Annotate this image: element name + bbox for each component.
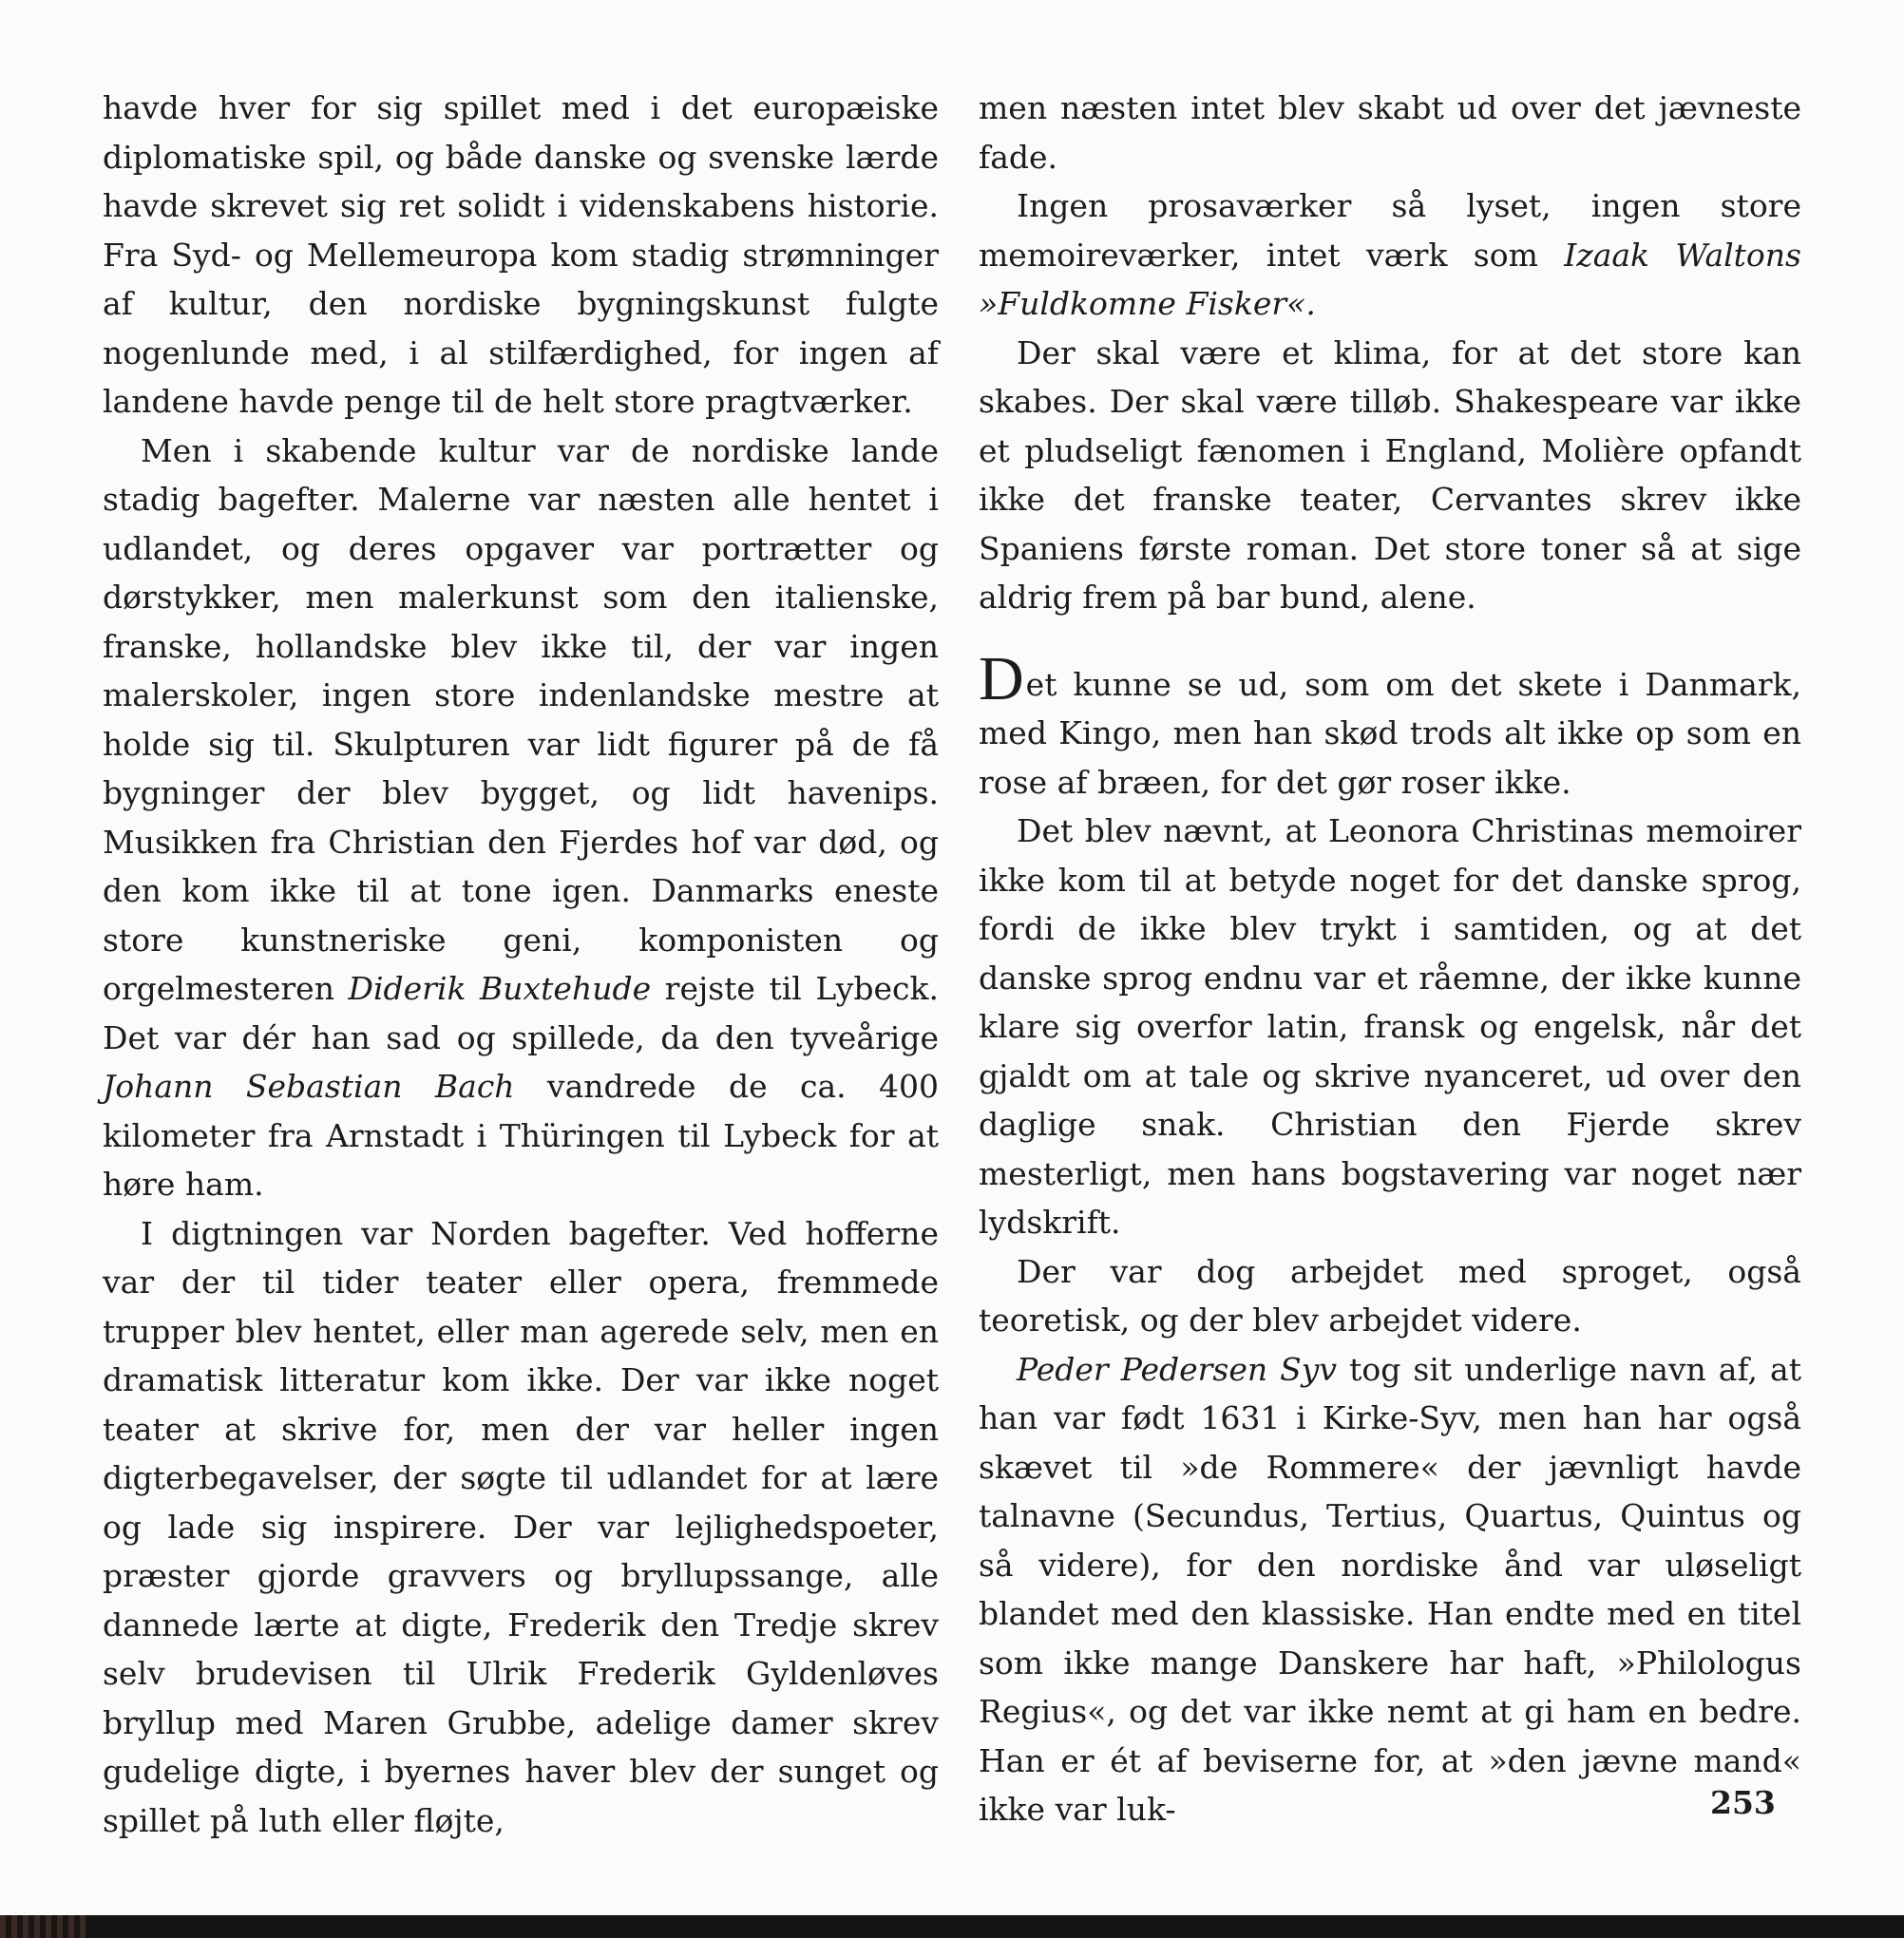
italic-name: Peder Pedersen Syv — [1017, 1350, 1338, 1388]
paragraph: Der skal være et klima, for at det store kan skabes. Der skal være tilløb. Shakespeare var ikke et pludseligt fænomen i England, Molière opfandt ikke det franske teater, Cervantes skrev ikke Spaniens første roman. Det store toner så at sige aldrig frem på bar bund, alene. — [979, 333, 1801, 616]
paragraph: Det blev nævnt, at Leonora Christinas memoirer ikke kom til at betyde noget for det danske sprog, fordi de ikke blev trykt i samtiden, og at det danske sprog endnu var et råemne, der ikke kunne klare sig overfor latin, fransk og engelsk, når det gjaldt om at tale og skrive nyanceret, ud over den daglige snak. Christian den Fjerde skrev mesterligt, men hans bogstavering var noget nær lydskrift. — [979, 812, 1801, 1241]
text-span: rejste til Lybeck. Det var dér han sad og spillede, da den tyveårige — [103, 970, 939, 1056]
paragraph: Der var dog arbejdet med sproget, også teoretisk, og der blev arbejdet videre. — [979, 1252, 1801, 1339]
paragraph: havde hver for sig spillet med i det europæiske diplomatiske spil, og både danske og svenske lærde havde skrevet sig ret solidt i videnskabens historie. Fra Syd- og Mellemeuropa kom stadig strømninger af kultur, den nordiske bygningskunst fulgte nogenlunde med, i al stilfærdighed, for ingen af landene havde penge til de helt store pragtværker. — [103, 89, 939, 420]
drop-cap: D — [979, 643, 1024, 713]
text-span: Ingen prosaværker så lyset, ingen store memoireværker, intet værk som — [979, 187, 1801, 274]
paragraph: I digtningen var Norden bagefter. Ved hofferne var der til tider teater eller opera, fremmede trupper blev hentet, eller man agerede selv, men en dramatisk litteratur kom ikke. Der var ikke noget teater at skrive for, men der var heller ingen digterbegavelser, der søgte til udlandet for at lære og lade sig inspirere. Der var lejlighedspoeter, præster gjorde gravvers og bryllupssange, alle dannede lærte at digte, Frederik den Tredje skrev selv brudevisen til Ulrik Frederik Gyldenløves bryllup med Maren Grubbe, adelige damer skrev gudelige digte, i byernes haver blev der sunget og spillet på luth eller fløjte, — [103, 1214, 939, 1839]
book-bottom-edge — [0, 1915, 1904, 1938]
text-span: Men i skabende kultur var de nordiske lande stadig bagefter. Malerne var næsten alle hentet i udlandet, og deres opgaver var portrætter og dørstykker, men malerkunst som den italienske, franske, hollandske blev ikke til, der var ingen malerskoler, ingen store indenlandske mestre at holde sig til. Skulpturen var lidt figurer på de få bygninger der blev bygget, og lidt havenips. Musikken fra Christian den Fjerdes hof var død, og den kom ikke til at tone igen. Danmarks eneste store kunstneriske geni, komponisten og orgelmesteren — [103, 431, 939, 1007]
right-text-column — [979, 84, 1801, 1834]
text-span: tog sit underlige navn af, at han var født 1631 i Kirke-Syv, men han har også skævet til »de Rommere« der jævnligt havde talnavne (Secundus, Tertius, Quartus, Quintus og så videre), for den nordiske ånd var uløseligt blandet med den klassiske. Han endte med en titel som ikke mange Danskere har haft, »Philologus Regius«, og det var ikke nemt at gi ham en bedre. Han er ét af beviserne for, at »den jævne mand« ikke var luk- — [979, 1350, 1801, 1828]
page-number: 253 — [1710, 1784, 1776, 1821]
italic-name: Diderik Buxtehude — [348, 970, 652, 1007]
text-span: et kunne se ud, som om det skete i Danmark, med Kingo, men han skød trods alt ikke op som en rose af bræen, for det gør roser ikke. — [979, 665, 1801, 801]
paragraph — [979, 181, 1801, 329]
paragraph: men næsten intet blev skabt ud over det jævneste fade. — [979, 89, 1801, 176]
paragraph — [979, 1345, 1801, 1834]
paragraph — [103, 427, 939, 1209]
italic-name: Johann Sebastian Bach — [103, 1068, 515, 1105]
section-paragraph — [979, 643, 1801, 808]
italic-title: Izaak Waltons »Fuldkomne Fisker«. — [979, 236, 1801, 322]
text-span: vandrede de ca. 400 kilometer fra Arnstadt i Thüringen til Lybeck for at høre ham. — [103, 1068, 939, 1203]
left-text-column — [103, 84, 939, 1845]
